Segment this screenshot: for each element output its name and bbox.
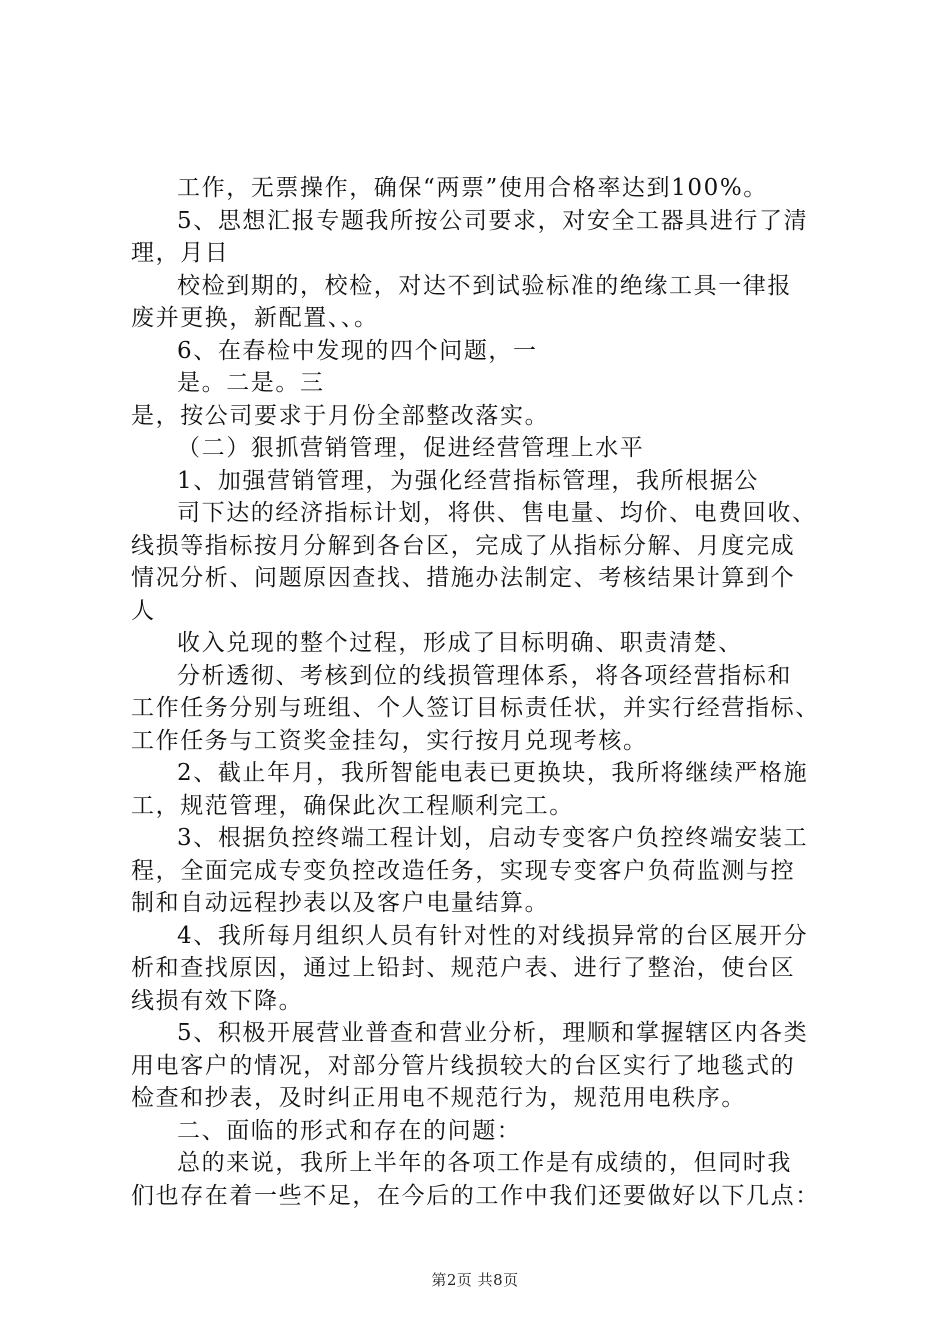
text-line: 检查和抄表，及时纠正用电不规范行为，规范用电秩序。 bbox=[131, 1085, 746, 1111]
text-line: （二）狠抓营销管理，促进经营管理上水平 bbox=[177, 435, 645, 461]
text-line: 情况分析、问题原因查找、措施办法制定、考核结果计算到个 bbox=[131, 565, 796, 591]
text-line: 是，按公司要求于月份全部整改落实。 bbox=[131, 402, 550, 429]
text-line: 工，规范管理，确保此次工程顺利完工。 bbox=[131, 792, 574, 819]
text-line: 废并更换，新配置、、。 bbox=[131, 305, 379, 331]
text-line: 4、我所每月组织人员有针对性的对线损异常的台区展开分 bbox=[177, 922, 809, 949]
text-line: 线损等指标按月分解到各台区，完成了从指标分解、月度完成 bbox=[131, 532, 796, 559]
document-body bbox=[131, 172, 851, 1212]
text-line: 6、在春检中发现的四个问题，一 bbox=[177, 337, 538, 364]
text-line: 线损有效下降。 bbox=[131, 987, 304, 1014]
text-line: 程，全面完成专变负控改造任务，实现专变客户负荷监测与控 bbox=[131, 857, 796, 884]
text-line: 5、思想汇报专题我所按公司要求，对安全工器具进行了清 bbox=[177, 207, 809, 234]
text-line: 3、根据负控终端工程计划，启动专变客户负控终端安装工 bbox=[177, 825, 809, 851]
text-line: 收入兑现的整个过程，形成了目标明确、职责清楚、 bbox=[177, 630, 743, 656]
text-line: 制和自动远程抄表以及客户电量结算。 bbox=[131, 890, 550, 916]
page-footer: 第2页 共8页 bbox=[431, 1271, 519, 1289]
text-line: 析和查找原因，通过上铅封、规范户表、进行了整治，使台区 bbox=[131, 955, 796, 981]
text-line: 工作任务分别与班组、个人签订目标责任状，并实行经营指标、 bbox=[131, 695, 820, 721]
text-line: 是。二是。三 bbox=[177, 370, 325, 396]
text-line: 5、积极开展营业普查和营业分析，理顺和掌握辖区内各类 bbox=[177, 1020, 809, 1046]
text-line: 二、面临的形式和存在的问题： bbox=[177, 1117, 522, 1144]
text-line: 工作任务与工资奖金挂勾，实行按月兑现考核。 bbox=[131, 727, 648, 754]
text-line: 用电客户的情况，对部分管片线损较大的台区实行了地毯式的 bbox=[131, 1052, 796, 1079]
text-line: 人 bbox=[131, 597, 156, 624]
text-line: 理，月日 bbox=[131, 240, 230, 266]
text-line: 分析透彻、考核到位的线损管理体系，将各项经营指标和 bbox=[177, 662, 792, 689]
text-line: 司下达的经济指标计划，将供、售电量、均价、电费回收、 bbox=[177, 500, 817, 526]
text-line: 工作，无票操作，确保“两票”使用合格率达到100%。 bbox=[177, 175, 768, 201]
text-line: 总的来说，我所上半年的各项工作是有成绩的，但同时我 bbox=[177, 1150, 792, 1176]
text-line: 校检到期的，校检，对达不到试验标准的绝缘工具一律报 bbox=[177, 272, 792, 299]
text-line: 2、截止年月，我所智能电表已更换块，我所将继续严格施 bbox=[177, 760, 809, 786]
text-line: 1、加强营销管理，为强化经营指标管理，我所根据公 bbox=[177, 467, 760, 494]
text-line: 们也存在着一些不足，在今后的工作中我们还要做好以下几点： bbox=[131, 1182, 820, 1209]
